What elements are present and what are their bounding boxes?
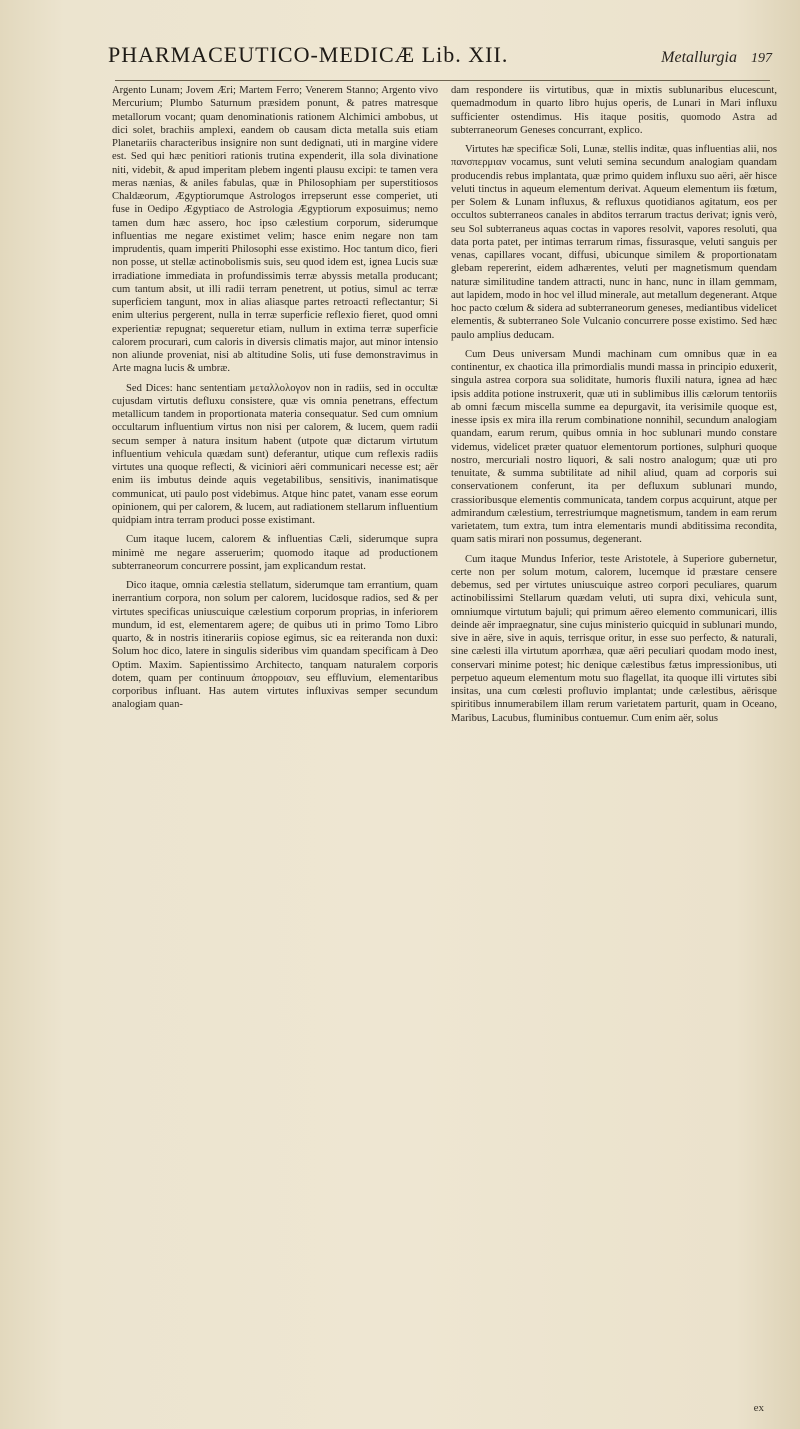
catchword: ex: [753, 1402, 764, 1414]
right-column: [451, 84, 777, 1404]
left-column: [112, 84, 438, 1404]
paragraph: Cum itaque Mundus Inferior, teste Aristotele, à Superiore gubernetur, certe non per solum motum, calorem, lucemque id præstare censere debemus, sed per virtutes uniuscuique astreo corpori peculiares, quarum actinobilissimi Stellarum quædam veluti, uti supra dixi, vehicula sunt, omniumque virtutum bajuli; qui primum aëreo elemento communicari, illis deinde aër impraegnatur, sine cujus ministerio quicquid in sublunari mundo, sive in aëre, sive in aquis, terrisque oritur, in esse suo perfecto, & naturali, sine cælesti illa virtutum aporrhæa, quæ aëri peculiari quodam modo inest, conservari minime potest; hic denique cælestibus fætus impressionibus, uti perpetuo aqueum elementum motu suo flagellat, ita quoque illi virtutes sibi insitas, una cum cœlesti profluvio implantat; unde cælestibus, aërisque spiritibus innumerabilem illam rerum varietatem parturit, quam in Oceano, Maribus, Lacubus, fluminibus contuemur. Cum enim aër, solus: [451, 553, 777, 724]
text-columns: [112, 84, 777, 1404]
paragraph: Cum itaque lucem, calorem & influentias Cæli, siderumque supra minimè me negare asseruerim; quomodo itaque ad productionem subterraneorum concurrere possint, jam explicandum restat.: [112, 534, 438, 572]
page-number: 197: [751, 51, 772, 66]
paragraph: dam respondere iis virtutibus, quæ in mixtis sublunaribus elucescunt, quemadmodum in quarto libro hujus operis, de Lunari in Mari influxu sufficienter ostendimus. His itaque positis, quomodo Astra ad subterraneorum Geneses concurrant, explico.: [451, 85, 777, 136]
paragraph: Dico itaque, omnia cælestia stellatum, siderumque tam errantium, quam inerrantium corpora, non solum per calorem, lucidosque radios, sed & per virtutes specificas uniuscuique cælestium corporum proprias, in inferiorem mundum, id est, elementarem agere; de quibus uti in primo Tomo Libro quarto, & in nostris itinerariis copiose egimus, sic ea reiteranda non duxi: Solum hoc dico, latere in singulis sideribus vim quandam specificam à Deo Optim. Maxim. Sapientissimo Architecto, tanquam naturalem corporis dotem, quam per continuum ἀπορροιαν, seu effluvium, elementaribus corporibus influant. Has autem virtutes influxivas semper secundum analogiam quan-: [112, 580, 438, 711]
header-meta: [661, 49, 772, 67]
page-header: [108, 42, 772, 82]
paragraph: Cum Deus universam Mundi machinam cum omnibus quæ in ea continentur, ex chaotica illa primordialis mundi massa in principio eduxerit, singula astrea corpora sua soliditate, humoris fluxili natura, ignea ad hæc ipsis addita potione instruxerit, quæ uti in sublimibus illis cælorum tentoriis ab omni fæcum miscella summe ea depurgavit, ita verisimile quoque est, inesse ipsis ex mira illa rerum combinatione nonnihil, secundum analogiam quandam, earum rerum, quibus omnia in hoc sublunari mundo constare videmus, videlicet præter quatuor elementorum portiones, sulphuri quoque nostro, mercuriali nostro liquori, & sali nostro analogum; quæ uti pro tenuitate, & summa subtilitate ad nihil aliud, quam ad corporis sui conservationem conferunt, ita per defluxum sublunari mundo, crassioribusque elementis communicata, tandem corpus acquirunt, atque per admirandum cælestium, terrestriumque magnetismum, tandem in eam rerum varietatem, tum extra, tum intra elementaris mundi abditissima recondita, quam satis mirari non possumus, degenerant.: [451, 348, 777, 546]
header-rule: [115, 80, 770, 81]
running-title: PHARMACEUTICO-MEDICÆ Lib. XII.: [108, 42, 509, 67]
paragraph: Virtutes hæ specificæ Soli, Lunæ, stellis inditæ, quas influentias alii, nos πανσπερμιαν vocamus, sunt veluti semina secundum analogiam quandam producendis rebus implantata, quæ primo quidem influxu suo aëri, aër hisce veluti tinctus in aqueum elementum derivat. Aqueum elementum iis fœtum, per Solem & Lunam influxus, & refluxus quotidianos agitatum, eos per occultos subterraneos canales in abditos terrarum tractus derivat; ignis verò, seu Sol subterraneus aquas coctas in vapores resolvit, vapores resoluti, qua data porta patet, per intimas terrarum rimas, fissurasque, veluti sanguis per venas, capillares vocant, diffusi, ubicunque similem & proportionatam glebam repererint, eidem adhærentes, veluti per magnetismum quendam naturæ similitudine tandem attracti, nunc in hanc, nunc in illam gemmam, aut lapidem, modo in hoc vel illud minerale, aut metallum degenerant. Atque hoc pacto cœlum & sidera ad subterraneorum geneses, mediantibus videlicet elementis, & subterraneo Sole Vulcanio concurrere posse existimo. Sed hæc paulo amplius deducam.: [451, 144, 777, 341]
paragraph: Sed Dices: hanc sententiam μεταλλολογον non in radiis, sed in occultæ cujusdam virtutis defluxu consistere, quæ vis omnia penetrans, effectum metallicum tandem in proportionata materia consequatur. Sed cum omnium occultarum influentium virtus non nisi per calorem, & lucem, quem radii secum semper à natura insitum habent (utpote quæ dictarum virtutum influentium vehicula quædam sunt) deferantur, utique cum reflexis radiis virtutes una quoque reflecti, & viciniori aëri communicari necesse est; aër enim iis imbutus deinde aquis vegetabilibus, sensitivis, inanimatisque communicat, uti paulo post videbimus. Atque hinc patet, vanam esse eorum opinionem, qui per calorem, & lucem, aut radiationem stellarum influentium quidpiam intra terram produci posse existimant.: [112, 382, 438, 526]
paragraph: Argento Lunam; Jovem Æri; Martem Ferro; Venerem Stanno; Argento vivo Mercurium; Plumbo Saturnum præsidem ponunt, & patres matresque metallorum vocant; quam denominationis rationem Alchimici ambobus, ut dici solet, brachiis amplexi, eandem ob causam dicta metalla suis etiam Planetariis characteribus insignire non sunt dedignati, uti in margine videre est. Sed qui hæc penitiori rationis trutina expenderit, illa sola divinatione niti, videbit, & apud imperitam plebem ingenti plausu excipi: te tamen vera meras nænias, & aniles fabulas, quæ in Philosophiam per superstitiosos Chaldæorum, Ægyptiorumque Astrologos irrepserunt esse comperiet, uti fuse in Oedipo Ægyptiaco de Astrologia Ægyptiorum exposuimus; nemo tamen dum hæc assero, hoc ipso cælestium corporum, siderumque influentias me negare existimet velim; hasce enim negare non tam imprudentis, quam imperiti Philosophi esse existimo. Hoc tantum dico, fieri non posse, ut stellæ actinobolismis suis, seu quod idem est, ignea Lucis suæ irradiatione immediata in profundissimis terræ abyssis metalla producant; cum tantum absit, ut illi radii terram penetrent, ut potius, simul ac terræ superficiem tangunt, mox in alias aliasque partes retroacti reflectantur; Si enim ulterius pergerent, nulla in terræ superficie reflexio fieret, quod omni experientiæ repugnat; sequeretur etiam, nullum in extima terræ superficie calorem procurari, cum caloris in diversis climatis major, aut minor intensio non aliunde proveniat, nisi ab altitudine Solis, uti fuse demonstravimus in Arte magna lucis & umbræ.: [112, 85, 438, 375]
section-title: Metallurgia: [661, 49, 737, 66]
